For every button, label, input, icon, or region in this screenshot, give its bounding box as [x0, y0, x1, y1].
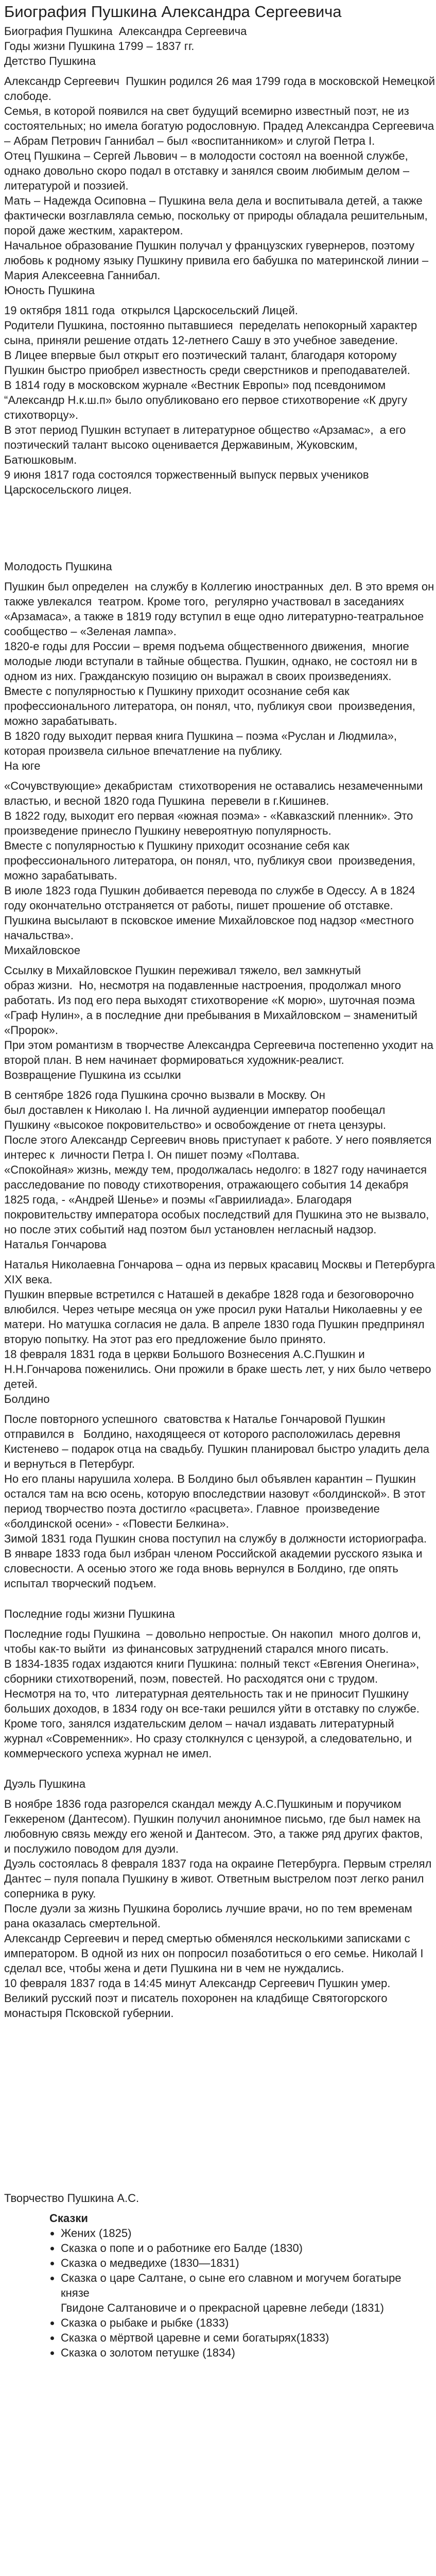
- section-heading: На юге: [4, 759, 41, 772]
- paragraph-line: После дуэли за жизнь Пушкина боролись лучшие врачи, но по тем временам: [4, 1902, 412, 1915]
- spacer: [4, 1761, 431, 1776]
- paragraph-line: матери. Но матушка согласия не дала. В апреле 1830 года Пушкин предпринял: [4, 1318, 425, 1331]
- paragraph-line: 18 февраля 1831 года в церкви Большого Вознесения А.С.Пушкин и: [4, 1348, 365, 1361]
- paragraph-line: сообщество – «Зеленая лампа».: [4, 625, 177, 638]
- paragraph-line: сына, приняли решение отдать 12-летнего Сашу в это учебное заведение.: [4, 334, 398, 347]
- work-item: • Сказка о золотом петушке (1834): [61, 2345, 431, 2360]
- paragraph-line: Геккереном (Дантесом). Пушкин получил анонимное письмо, где был намек на: [4, 1812, 421, 1825]
- paragraph-line: соперника в руку.: [4, 1887, 96, 1900]
- paragraph-line: Но его планы нарушила холера. В Болдино был объявлен карантин – Пушкин: [4, 1472, 416, 1485]
- paragraph-line: «болдинской осени» - «Повести Белкина».: [4, 1517, 229, 1530]
- paragraph-line: Александр Сергеевич и перед смертью обменялся несколькими записками с: [4, 1932, 410, 1945]
- spacer: [4, 1591, 431, 1606]
- paragraph-line: 10 февраля 1837 года в 14:45 минут Александр Сергеевич Пушкин умер.: [4, 1977, 391, 1990]
- section: [4, 943, 431, 1067]
- spacer: [4, 574, 431, 579]
- paragraph-line: «Граф Нулин», а в последние дни пребывания в Михайловском – знаменитый: [4, 1009, 417, 1022]
- paragraph-line: XIX века.: [4, 1273, 53, 1286]
- paragraph-line: сборники стихотворений, поэм, повестей. Но расходятся они с трудом.: [4, 1672, 378, 1685]
- spacer: [4, 2206, 431, 2211]
- paragraph-line: покровительству императора особых последствий для Пушкина это не вызвало,: [4, 1208, 429, 1221]
- biography-sections: [4, 54, 435, 2211]
- paragraph-line: Наталья Николаевна Гончарова – одна из первых красавиц Москвы и Петербурга: [4, 1258, 435, 1271]
- paragraph-line: влюбился. Через четыре месяца он уже просил руки Натальи Николаевны у ее: [4, 1303, 423, 1316]
- paragraph-line: После этого Александр Сергеевич вновь приступает к работе. У него появляется: [4, 1133, 432, 1146]
- paragraph-line: отправился в Болдино, находящееся от которого расположилась деревня: [4, 1428, 400, 1440]
- paragraph-line: В сентябре 1826 года Пушкина срочно вызвали в Москву. Он: [4, 1089, 325, 1101]
- spacer: [4, 497, 431, 559]
- paragraph-line: период творчество поэта достигло «расцвета». Главное произведение: [4, 1502, 380, 1515]
- work-item: • Сказка о медведихе (1830—1831): [61, 2256, 431, 2270]
- paragraph-line: фактически возглавляла семью, поскольку от природы обладала решительным,: [4, 209, 428, 222]
- section: [4, 1392, 431, 1591]
- works-block: [4, 2211, 431, 2360]
- paragraph-line: но после этих событий над поэтом был установлен негласный надзор.: [4, 1223, 377, 1236]
- spacer: [4, 2021, 431, 2191]
- paragraph-line: В июле 1823 года Пушкин добивается перевода по службе в Одессу. А в 1824: [4, 884, 415, 897]
- paragraph-line: состоятельных; но имела богатую родословную. Прадед Александра Сергеевича: [4, 120, 434, 132]
- paragraph-line: расследование по поводу стихотворения, отражающего события 14 декабря: [4, 1178, 409, 1191]
- paragraph-line: одном из них. Гражданскую позицию он выражал в своих произведениях.: [4, 670, 392, 683]
- spacer: [4, 1791, 431, 1797]
- paragraph-line: интерес к личности Петра I. Он пишет поэму «Полтава.: [4, 1148, 300, 1161]
- paragraph-line: “Александр Н.к.ш.п» было опубликовано его первое стихотворение «К другу: [4, 394, 407, 406]
- paragraph-line: В этот период Пушкин вступает в литературное общество «Арзамас», а его: [4, 423, 406, 436]
- section-heading: Болдино: [4, 1393, 50, 1405]
- paragraph-line: начальства».: [4, 929, 74, 942]
- paragraph-line: однако довольно скоро подал в отставку и занялся своим любимым делом –: [4, 164, 410, 177]
- paragraph-line: был доставлен к Николаю I. На личной аудиенции император пообещал: [4, 1104, 386, 1116]
- paragraph-line: рана оказалась смертельной.: [4, 1917, 161, 1930]
- section: [4, 283, 431, 497]
- spacer: [4, 69, 431, 74]
- paragraph-line: Кроме того, занялся издательским делом – начал издавать литературный: [4, 1717, 394, 1730]
- paragraph-line: году окончательно отстраняется от работы, пишет прошение об отставке.: [4, 899, 393, 912]
- paragraph-line: можно зарабатывать.: [4, 869, 117, 882]
- paragraph-line: порой даже жестким, характером.: [4, 224, 183, 237]
- section: [4, 1776, 431, 2021]
- spacer: [4, 1252, 431, 1257]
- section: [4, 1237, 435, 1392]
- paragraph-line: Мария Алексеевна Ганнибал.: [4, 269, 161, 282]
- spacer: [4, 1082, 431, 1088]
- paragraph-line: В 1834-1835 годах издаются книги Пушкина: полный текст «Евгения Онегина»,: [4, 1657, 420, 1670]
- spacer: [4, 298, 431, 303]
- paragraph-line: молодые люди вступали в тайные общества. Пушкин, однако, не состоял ни в: [4, 655, 417, 668]
- paragraph-line: Кистенево – подарок отца на свадьбу. Пушкин планировал быстро уладить дела: [4, 1443, 430, 1455]
- paragraph-line: Начальное образование Пушкин получал у французских гувернеров, поэтому: [4, 239, 415, 252]
- paragraph-line: Пушкин был определен на службу в Коллегию иностранных дел. В это время он: [4, 580, 434, 593]
- paragraph-line: В ноябре 1836 года разгорелся скандал между А.С.Пушкиным и поручиком: [4, 1798, 402, 1810]
- paragraph-line: Пушкину «высокое покровительство» и освобождение от гнета цензуры.: [4, 1118, 387, 1131]
- paragraph-line: Великий русский поэт и писатель похоронен на кладбище Святогорского: [4, 1992, 388, 2005]
- work-item: • Сказка о попе и о работнике его Балде (1830): [61, 2241, 431, 2256]
- section-heading: Юность Пушкина: [4, 284, 95, 297]
- paragraph-line: Ссылку в Михайловское Пушкин переживал тяжело, вел замкнутый: [4, 964, 361, 977]
- paragraph-line: работать. Из под его пера выходят стихотворение «К морю», шуточная поэма: [4, 994, 415, 1007]
- section-heading: Возвращение Пушкина из ссылки: [4, 1069, 181, 1081]
- works-heading: Сказки: [49, 2212, 88, 2225]
- spacer: [4, 1621, 431, 1626]
- document: [4, 2, 435, 2360]
- section-heading: Последние годы жизни Пушкина: [4, 1607, 175, 1620]
- paragraph-line: Зимой 1831 года Пушкин снова поступил на службу в должности историографа.: [4, 1532, 427, 1545]
- paragraph-line: литературой и поэзией.: [4, 179, 129, 192]
- paragraph-line: После повторного успешного сватовства к Наталье Гончаровой Пушкин: [4, 1413, 386, 1426]
- paragraph-line: При этом романтизм в творчестве Александра Сергеевича постепенно уходит на: [4, 1039, 433, 1052]
- paragraph-line: Александр Сергеевич Пушкин родился 26 мая 1799 года в московской Немецкой: [4, 75, 435, 88]
- paragraph-line: детей.: [4, 1378, 38, 1391]
- spacer: [4, 1406, 431, 1412]
- paragraph-line: Н.Н.Гончарова поженились. Они прожили в браке шесть лет, у них было четверо: [4, 1363, 431, 1376]
- paragraph-line: любовь к родному языку Пушкину привила его бабушка по материнской линии –: [4, 254, 429, 267]
- paragraph-line: остался там на всю осень, которую впоследствии назовут «болдинской». В этот: [4, 1487, 426, 1500]
- section-heading: Дуэль Пушкина: [4, 1777, 86, 1790]
- paragraph-line: Дуэль состоялась 8 февраля 1837 года на окраине Петербурга. Первым стрелял: [4, 1857, 432, 1870]
- paragraph-line: Дантес – пуля попала Пушкину в живот. Ответным выстрелом поэт легко ранил: [4, 1872, 424, 1885]
- paragraph-line: В Лицее впервые был открыт его поэтический талант, благодаря которому: [4, 349, 397, 362]
- paragraph-line: поэтический талант высоко оценивается Державиным, Жуковским,: [4, 438, 358, 451]
- section: [4, 758, 431, 943]
- paragraph-line: и вернуться в Петербург.: [4, 1458, 135, 1470]
- paragraph-line: вторую попытку. На этот раз его предложение было принято.: [4, 1333, 326, 1346]
- paragraph-line: – Абрам Петрович Ганнибал – был «воспитанником» и слугой Петра I.: [4, 134, 375, 147]
- paragraph-line: Вместе с популярностью к Пушкину приходит осознание себя как: [4, 839, 350, 852]
- section-heading: Творчество Пушкина А.С.: [4, 2192, 139, 2205]
- works-list: [4, 2226, 431, 2360]
- paragraph-line: Батюшковым.: [4, 453, 77, 466]
- page-subtitle: Биография Пушкина Александра Сергеевича: [4, 25, 247, 38]
- paragraph-line: Несмотря на то, что литературная деятельность так и не приносит Пушкину: [4, 1687, 409, 1700]
- paragraph-line: больших доходов, в 1834 году он все-таки решился уйти в отставку по службе.: [4, 1702, 420, 1715]
- paragraph-line: Царскосельского лицея.: [4, 483, 132, 496]
- work-item: • Сказка о рыбаке и рыбке (1833): [61, 2315, 431, 2330]
- section: [4, 54, 435, 283]
- paragraph-line: В январе 1833 года был избран членом Российской академии русского языка и: [4, 1547, 423, 1560]
- paragraph-line: 19 октября 1811 года открылся Царскосельский Лицей.: [4, 304, 298, 317]
- paragraph-line: слободе.: [4, 90, 51, 103]
- paragraph-line: сделал все, чтобы жена и дети Пушкина ни в чем не нуждались.: [4, 1962, 344, 1975]
- paragraph-line: Родители Пушкина, постоянно пытавшиеся переделать непокорный характер: [4, 319, 417, 332]
- paragraph-line: стихотворцу».: [4, 409, 79, 421]
- section: [4, 1067, 431, 1237]
- paragraph-line: второй план. В нем начинает формироваться художник-реалист.: [4, 1054, 344, 1066]
- life-years: Годы жизни Пушкина 1799 – 1837 гг.: [4, 40, 195, 53]
- spacer: [4, 958, 431, 963]
- work-item: • Сказка о мёртвой царевне и семи богатырях(1833): [61, 2330, 431, 2345]
- paragraph-line: Семья, в которой появился на свет будущий всемирно известный поэт, не из: [4, 105, 409, 117]
- paragraph-line: любовную связь между его женой и Дантесом. Это, а также ряд других фактов,: [4, 1827, 423, 1840]
- paragraph-line: Пушкина высылают в псковское имение Михайловское под надзор «местного: [4, 914, 414, 927]
- paragraph-line: В 1814 году в московском журнале «Вестник Европы» под псевдонимом: [4, 379, 386, 392]
- paragraph-line: монастыря Псковской губернии.: [4, 2007, 174, 2020]
- paragraph-line: Пушкин впервые встретился с Наташей в декабре 1828 года и безоговорочно: [4, 1288, 414, 1301]
- paragraph-line: профессионального литератора, он понял, что, публикуя свои произведения,: [4, 700, 415, 713]
- paragraph-line: «Пророк».: [4, 1024, 58, 1037]
- paragraph-line: «Арзамаса», а также в 1819 году вступил в еще одно литературно-театральное: [4, 610, 424, 623]
- paragraph-line: В 1822 году, выходит его первая «южная поэма» - «Кавказский пленник». Это: [4, 809, 413, 822]
- paragraph-line: «Сочувствующие» декабристам стихотворения не оставались незамеченными: [4, 779, 423, 792]
- paragraph-line: словесности. А осенью этого же года вновь вернулся в Болдино, где опять: [4, 1562, 398, 1575]
- paragraph-line: испытал творческий подъем.: [4, 1577, 156, 1590]
- section: [4, 1606, 431, 1761]
- paragraph-line: императором. В одной из них он попросил позаботиться о его семье. Николай I: [4, 1947, 424, 1960]
- paragraph-line: чтобы как-то выйти из финансовых затруднений старался много писать.: [4, 1642, 389, 1655]
- section: [4, 559, 434, 758]
- paragraph-line: 1825 года, - «Андрей Шенье» и поэмы «Гавриилиада». Благодаря: [4, 1193, 352, 1206]
- spacer: [4, 773, 431, 778]
- work-item: Гвидоне Салтановиче и о прекрасной царевне лебеди (1831): [61, 2301, 384, 2314]
- paragraph-line: властью, и весной 1820 года Пушкина перевели в г.Кишинев.: [4, 794, 329, 807]
- section-heading: Детство Пушкина: [4, 55, 96, 67]
- page-title: Биография Пушкина Александра Сергеевича: [4, 3, 342, 21]
- paragraph-line: журнал «Современник». Но сразу столкнулся с цензурой, а следовательно, и: [4, 1732, 412, 1745]
- work-item: • Сказка о царе Салтане, о сыне его славном и могучем богатыре князе: [61, 2270, 431, 2300]
- paragraph-line: образ жизни. Но, несмотря на подавленные настроения, продолжал много: [4, 979, 402, 992]
- paragraph-line: В 1820 году выходит первая книга Пушкина – поэма «Руслан и Людмила»,: [4, 730, 397, 742]
- paragraph-line: можно зарабатывать.: [4, 715, 117, 727]
- paragraph-line: и послужило поводом для дуэли.: [4, 1842, 179, 1855]
- paragraph-line: Пушкин быстро приобрел известность среди сверстников и преподавателей.: [4, 364, 410, 377]
- paragraph-line: которая произвела сильное впечатление на публику.: [4, 744, 283, 757]
- paragraph-line: также увлекался театром. Кроме того, регулярно участвовал в заседаниях: [4, 595, 404, 608]
- paragraph-line: Последние годы Пушкина – довольно непростые. Он накопил много долгов и,: [4, 1628, 421, 1640]
- section: [4, 2191, 431, 2211]
- paragraph-line: 1820-е годы для России – время подъема общественного движения, многие: [4, 640, 409, 653]
- paragraph-line: Мать – Надежда Осиповна – Пушкина вела дела и воспитывала детей, а также: [4, 194, 423, 207]
- paragraph-line: профессионального литератора, он понял, что, публикуя свои произведения,: [4, 854, 415, 867]
- paragraph-line: «Спокойная» жизнь, между тем, продолжалась недолго: в 1827 году начинается: [4, 1163, 427, 1176]
- work-item: • Жених (1825): [61, 2226, 431, 2241]
- paragraph-line: Отец Пушкина – Сергей Львович – в молодости состоял на военной службе,: [4, 149, 408, 162]
- paragraph-line: произведение принесло Пушкину невероятную популярность.: [4, 824, 332, 837]
- paragraph-line: коммерческого успеха журнал не имел.: [4, 1747, 212, 1760]
- section-heading: Наталья Гончарова: [4, 1238, 107, 1251]
- section-heading: Молодость Пушкина: [4, 560, 112, 573]
- paragraph-line: 9 июня 1817 года состоялся торжественный выпуск первых учеников: [4, 468, 369, 481]
- section-heading: Михайловское: [4, 944, 80, 957]
- paragraph-line: Вместе с популярностью к Пушкину приходит осознание себя как: [4, 685, 350, 698]
